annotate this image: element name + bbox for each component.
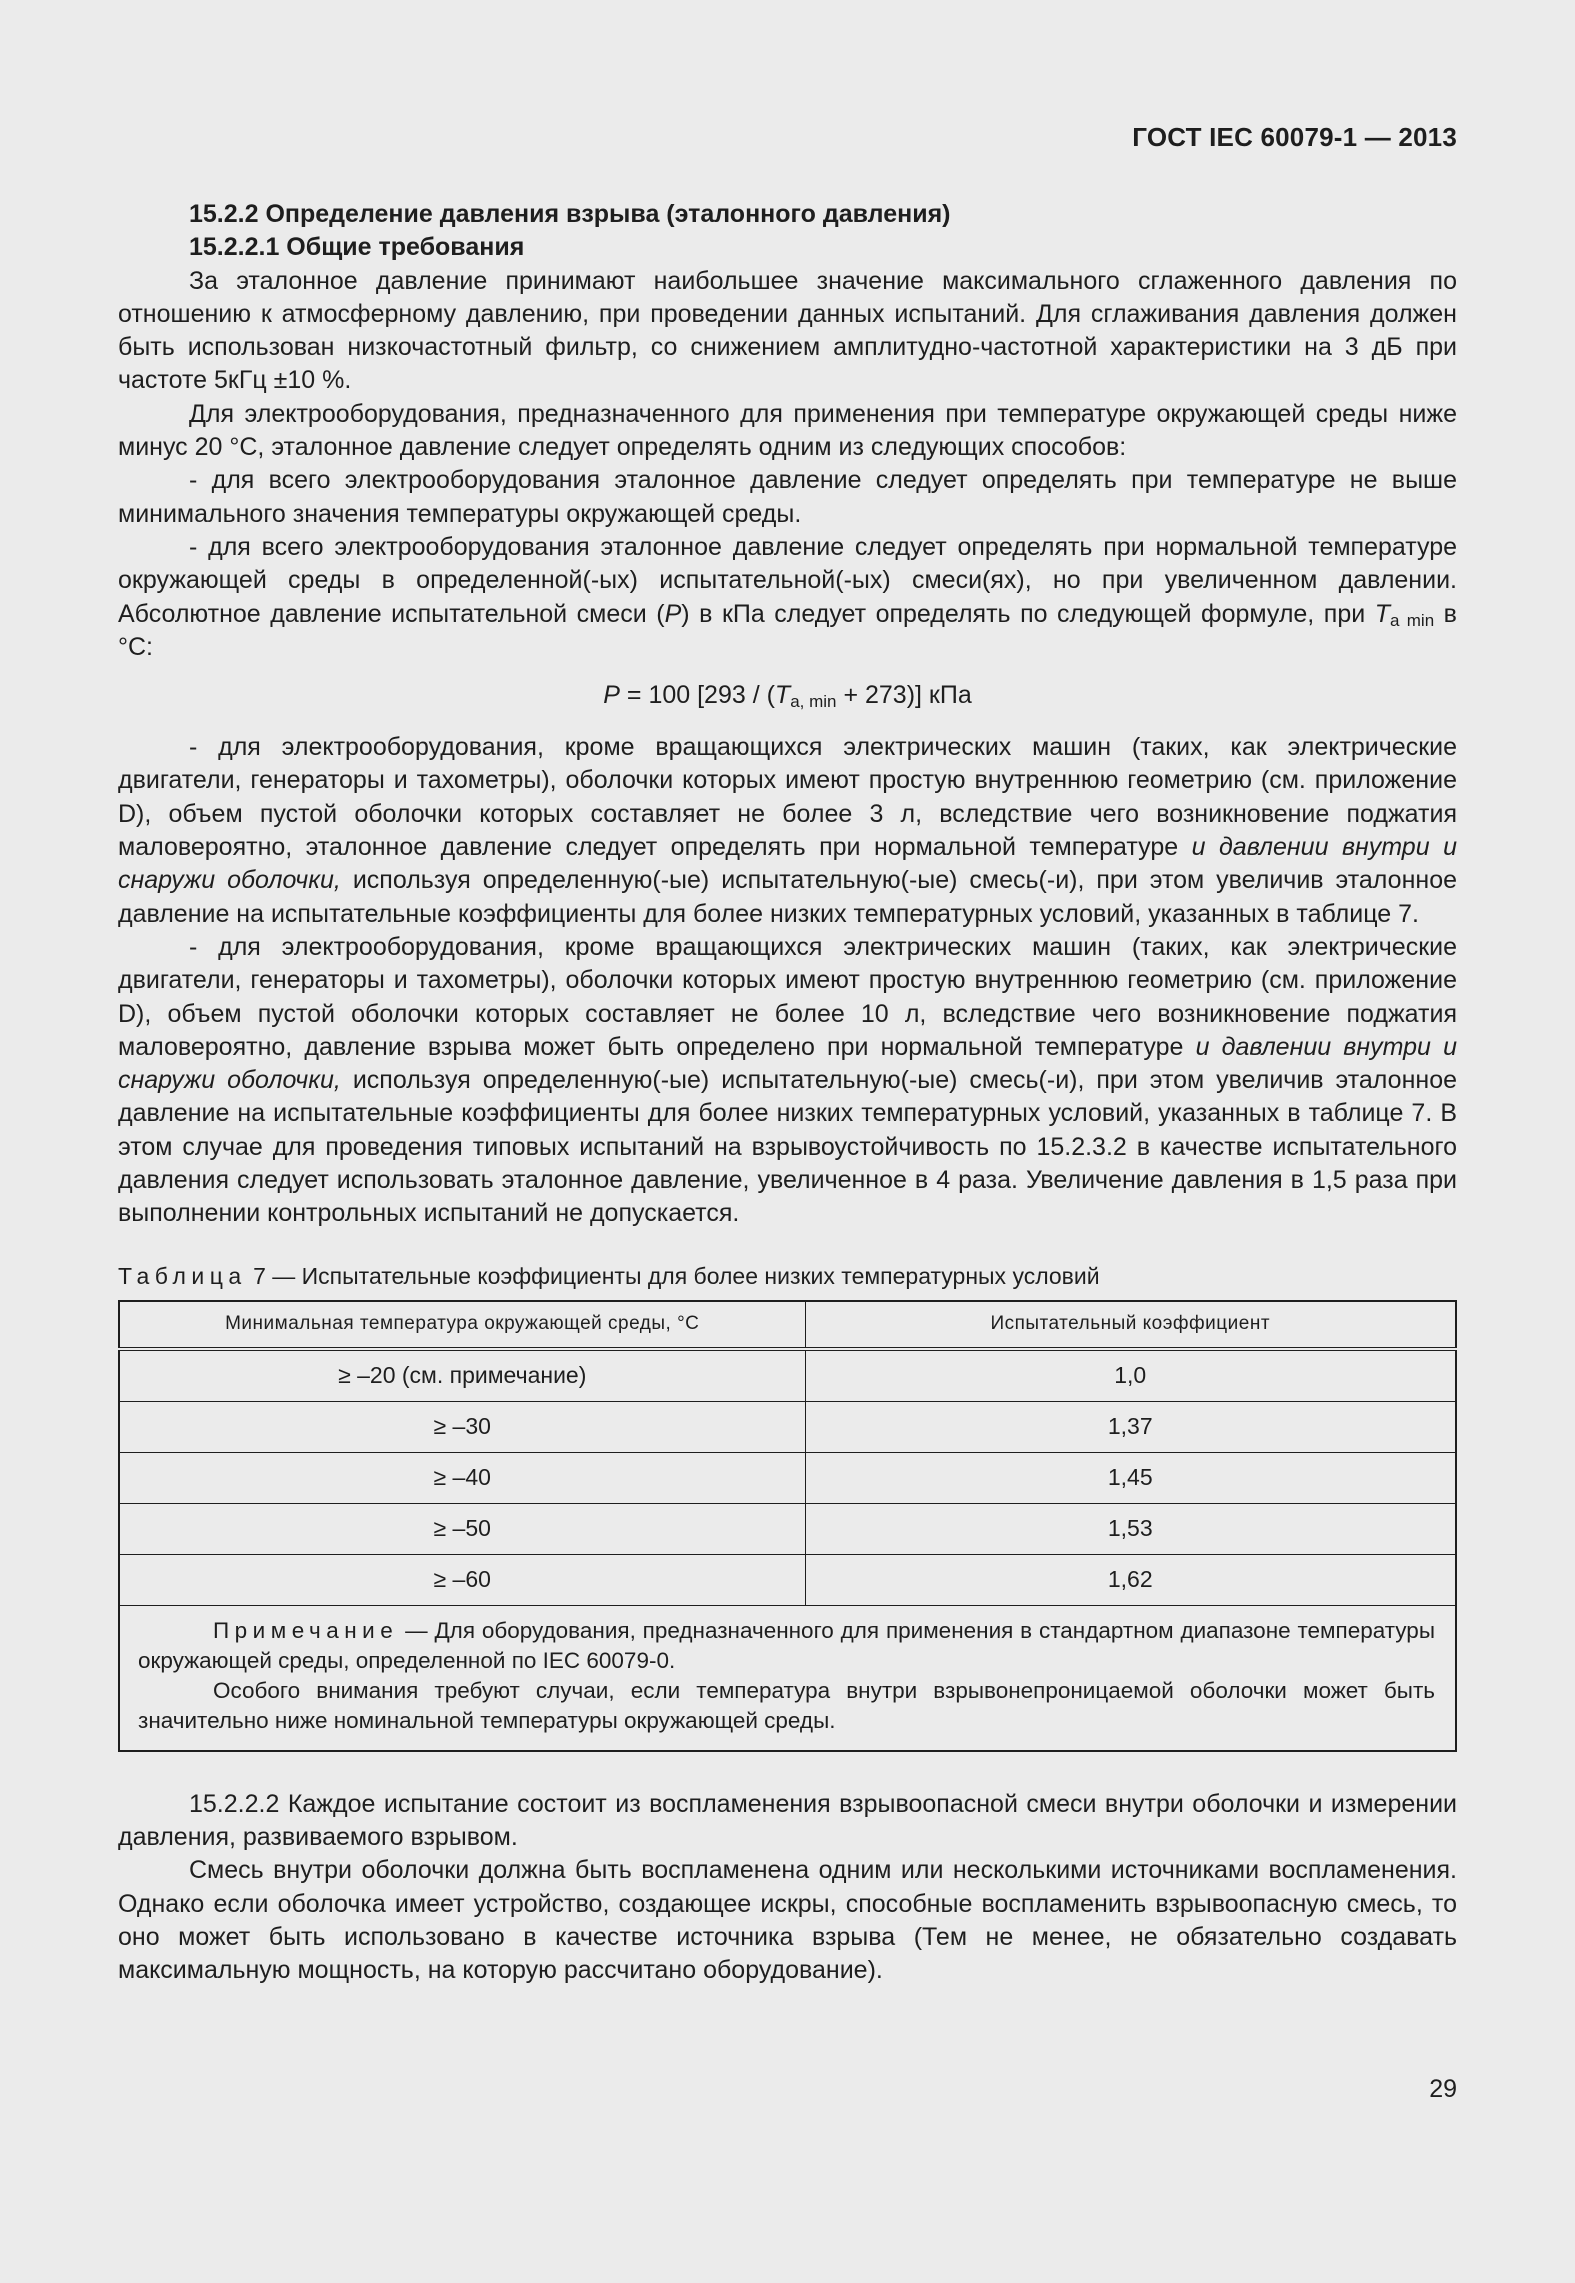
table-cell: ≥ –50 [119,1503,805,1554]
page-content [118,198,1457,1987]
after-table [118,1788,1457,1988]
table-row [119,1452,1456,1503]
table-cell: ≥ –30 [119,1401,805,1452]
subsection-heading: 15.2.2.1 Общие требования [189,233,525,262]
paragraph: 15.2.2.2 Каждое испытание состоит из воспламенения взрывоопасной смеси внутри оболочки и измерении давления, развиваемого взрывом. [118,1789,1457,1851]
table-cell: 1,45 [805,1452,1456,1503]
page-number: 29 [1429,2075,1457,2103]
table-caption: Таблица 7 — Испытательные коэффициенты для более низких температурных условий [118,1262,1100,1289]
table-note-row [119,1605,1456,1751]
table-note: Примечание — Для оборудования, предназначенного для применения в стандартном диапазоне температуры окружающей среды, определенной по IEC 60079-0. Особого внимания требуют случаи, если температура внутри взрывонепроницаемой оболочки может быть значительно ниже номинальной температуры окружающей среды. [119,1605,1456,1751]
table-cell: 1,62 [805,1554,1456,1605]
paragraph: - для электрооборудования, кроме вращающихся электрических машин (таких, как электрические двигатели, генераторы и тахометры), оболочки которых имеют простую внутреннюю геометрию (см. приложение D), объем пустой оболочки которых составляет не более 10 л, вследствие чего возникновение поджатия маловероятно, давление взрыва может быть определено при нормальной температуре и давлении внутри и снаружи оболочки, используя определенную(-ые) испытательную(-ые) смесь(-и), при этом увеличив эталонное давление на испытательные коэффициенты для более низких температурных условий, указанных в таблице 7. В этом случае для проведения типовых испытаний на взрывоустойчивость по 15.2.3.2 в качестве испытательного давления следует использовать эталонное давление, увеличенное в 4 раза. Увеличение давления в 1,5 раза при выполнении контрольных испытаний не допускается. [118,932,1457,1228]
column-header: Испытательный коэффициент [805,1301,1456,1349]
table-cell: 1,37 [805,1401,1456,1452]
paragraph: Для электрооборудования, предназначенного для применения при температуре окружающей среды ниже минус 20 °С, эталонное давление следует определять одним из следующих способов: [118,399,1457,462]
table-cell: 1,53 [805,1503,1456,1554]
table-note-second: Особого внимания требуют случаи, если температура внутри взрывонепроницаемой оболочки может быть значительно ниже номинальной температуры окружающей среды. [138,1677,1435,1733]
table-row [119,1401,1456,1452]
test-coefficients-table [118,1300,1457,1752]
table-header-row [119,1301,1456,1349]
table-cell: 1,0 [805,1349,1456,1402]
section-heading: 15.2.2 Определение давления взрыва (эталонного давления) [189,200,951,228]
paragraph: Смесь внутри оболочки должна быть воспламенена одним или несколькими источниками воспламенения. Однако если оболочка имеет устройство, создающее искры, способные воспламенить взрывоопасную смесь, то оно может быть использовано в качестве источника взрыва (Тем не менее, не обязательно создавать максимальную мощность, на которую рассчитано оборудование). [118,1856,1457,1985]
pressure-formula: P = 100 $[293 / (T_{a, min} + 273)]$ кПа [603,681,972,712]
paragraph: - для электрооборудования, кроме вращающихся электрических машин (таких, как электрические двигатели, генераторы и тахометры), оболочки которых имеют простую внутреннюю геометрию (см. приложение D), объем пустой оболочки которых составляет не более 3 л, вследствие чего возникновение поджатия маловероятно, эталонное давление следует определять при нормальной температуре и давлении внутри и снаружи оболочки, используя определенную(-ые) испытательную(-ые) смесь(-и), при этом увеличив эталонное давление на испытательные коэффициенты для более низких температурных условий, указанных в таблице 7. [118,733,1457,928]
paragraph: - для всего электрооборудования эталонное давление следует определять при температуре не выше минимального значения температуры окружающей среды. [118,466,1457,528]
paragraph: За эталонное давление принимают наибольшее значение максимального сглаженного давления по отношению к атмосферному давлению, при проведении данных испытаний. Для сглаживания давления должен быть использован низкочастотный фильтр, со снижением амплитудно-частотной характеристики на 3 дБ при частоте 5кГц ±10 %. [118,266,1457,395]
table-row [119,1503,1456,1554]
document-header: ГОСТ IEC 60079-1 — 2013 [1132,122,1457,152]
table-cell: ≥ –60 [119,1554,805,1605]
column-header: Минимальная температура окружающей среды, °С [119,1301,805,1349]
table-cell: ≥ –40 [119,1452,805,1503]
table-row [119,1349,1456,1402]
table-row [119,1554,1456,1605]
paragraph: - для всего электрооборудования эталонное давление следует определять при нормальной температуре окружающей среды в определенной(-ых) испытательной(-ых) смеси(ях), но при увеличенном давлении. Абсолютное давление испытательной смеси (P) в кПа следует определять по следующей формуле, при $T_{a min}$ в °С: [118,532,1457,661]
table-cell: ≥ –20 (см. примечание) [119,1349,805,1402]
